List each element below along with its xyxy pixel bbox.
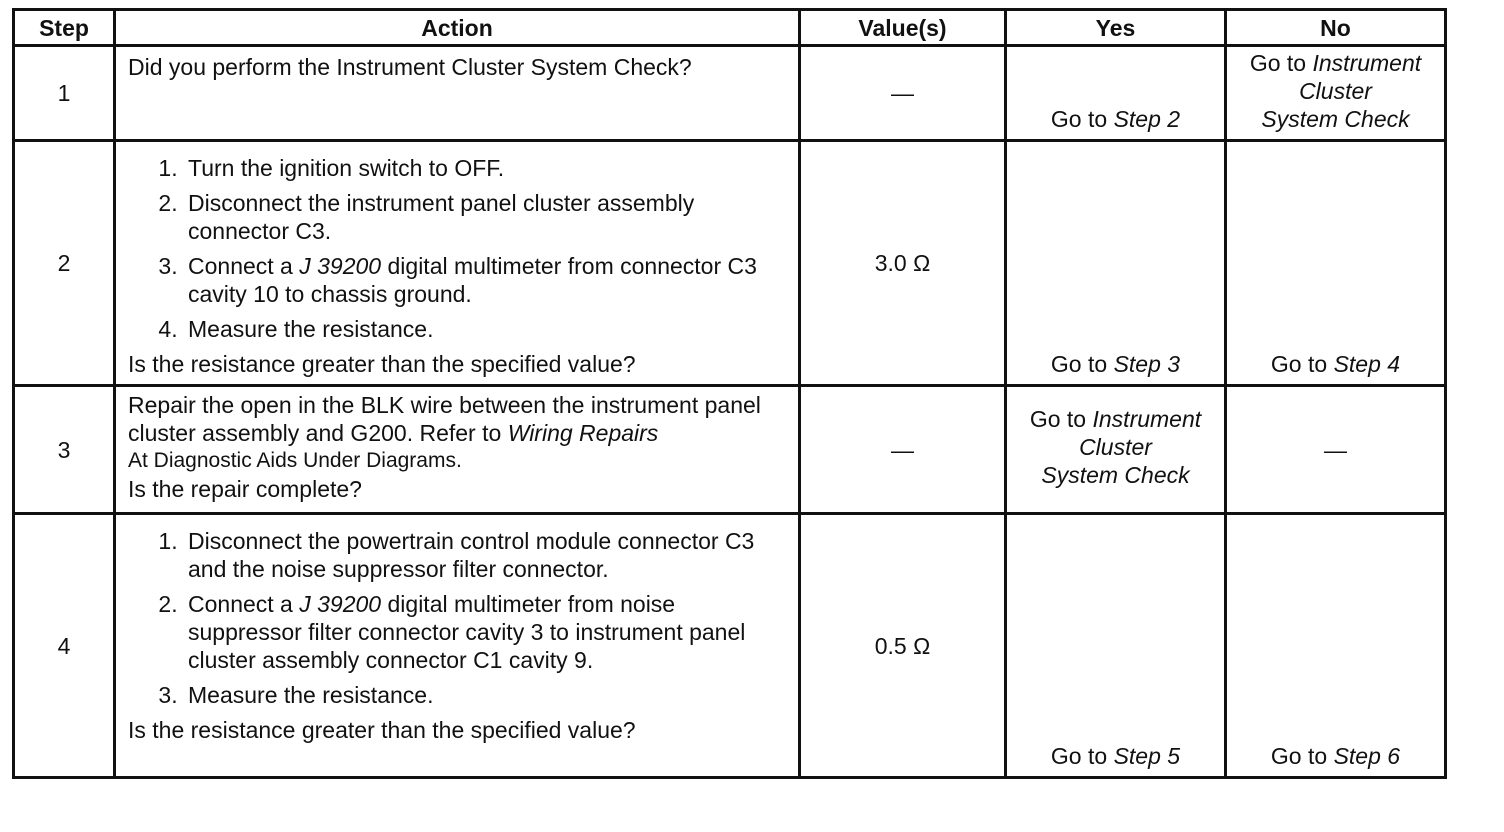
header-step: Step — [14, 10, 115, 46]
step-number: 4 — [14, 514, 115, 778]
step-text: Connect a — [188, 253, 293, 279]
reference-link: Wiring Repairs — [507, 420, 659, 446]
no-cell — [1226, 514, 1446, 778]
yes-prefix: Go to — [1029, 405, 1087, 432]
no-prefix: Go to — [1270, 351, 1328, 377]
yes-target: Step 3 — [1113, 351, 1181, 377]
yes-cell — [1006, 514, 1226, 778]
action-text: Repair the open in the BLK wire between the instrument panel cluster assembly and G200. Refer to — [128, 392, 761, 446]
header-yes: Yes — [1006, 10, 1226, 46]
action-cell — [115, 386, 800, 514]
value-cell: 3.0 Ω — [800, 141, 1006, 386]
action-cell — [115, 514, 800, 778]
action-cell — [115, 46, 800, 141]
table-row — [14, 46, 1446, 141]
no-cell — [1226, 46, 1446, 141]
table-row — [14, 386, 1446, 514]
step-text: digital multimeter from connector C3 cavity 10 to chassis ground. — [188, 253, 757, 307]
no-cell — [1226, 141, 1446, 386]
procedure-step: 2. Disconnect the instrument panel cluster assembly connector C3. — [184, 189, 788, 245]
yes-prefix: Go to — [1050, 106, 1108, 132]
step-number: 1 — [14, 46, 115, 141]
tool-name: J 39200 — [299, 591, 382, 617]
no-target: Instrument — [1312, 50, 1422, 76]
yes-cell — [1006, 386, 1226, 514]
tool-name: J 39200 — [299, 253, 382, 279]
yes-target: Cluster — [1079, 433, 1152, 460]
yes-prefix: Go to — [1050, 351, 1108, 377]
yes-target: Step 5 — [1113, 743, 1181, 769]
table-row — [14, 514, 1446, 778]
yes-cell — [1006, 46, 1226, 141]
diagnostic-table — [12, 8, 1447, 779]
value-cell: — — [800, 46, 1006, 141]
table-row — [14, 141, 1446, 386]
action-text: At Diagnostic Aids Under Diagrams. — [128, 449, 462, 472]
question-text: Is the resistance greater than the specified value? — [128, 717, 636, 743]
step-number: 3 — [14, 386, 115, 514]
header-values: Value(s) — [800, 10, 1006, 46]
no-target: System Check — [1261, 106, 1410, 132]
question-text: Is the resistance greater than the specified value? — [128, 351, 636, 377]
procedure-step — [184, 252, 788, 308]
no-cell: — — [1226, 386, 1446, 514]
value-cell: — — [800, 386, 1006, 514]
yes-target: Step 2 — [1113, 106, 1181, 132]
yes-cell — [1006, 141, 1226, 386]
procedure-step: 3. Measure the resistance. — [184, 681, 788, 709]
header-no: No — [1226, 10, 1446, 46]
action-text: Did you perform the Instrument Cluster System Check? — [128, 54, 692, 80]
procedure-step: 1. Disconnect the powertrain control module connector C3 and the noise suppressor filter connector. — [184, 527, 788, 583]
header-action: Action — [115, 10, 800, 46]
header-row — [14, 10, 1446, 46]
no-target: Step 4 — [1333, 351, 1401, 377]
action-cell — [115, 141, 800, 386]
value-cell: 0.5 Ω — [800, 514, 1006, 778]
procedure-step — [184, 590, 788, 674]
step-text: digital multimeter from noise suppressor filter connector cavity 3 to instrument panel cluster assembly connector C1 cavity 9. — [188, 591, 746, 673]
no-target: Step 6 — [1333, 743, 1401, 769]
procedure-list — [128, 154, 788, 343]
question-text: Is the repair complete? — [128, 476, 362, 502]
procedure-step: 1. Turn the ignition switch to OFF. — [184, 154, 788, 182]
no-prefix: Go to — [1270, 743, 1328, 769]
procedure-list — [128, 527, 788, 709]
yes-prefix: Go to — [1050, 743, 1108, 769]
no-prefix: Go to — [1249, 50, 1307, 76]
step-text: Connect a — [188, 591, 293, 617]
step-number: 2 — [14, 141, 115, 386]
procedure-step: 4. Measure the resistance. — [184, 315, 788, 343]
yes-target: Instrument — [1092, 405, 1202, 432]
yes-target: System Check — [1041, 461, 1190, 488]
no-target: Cluster — [1299, 78, 1372, 104]
